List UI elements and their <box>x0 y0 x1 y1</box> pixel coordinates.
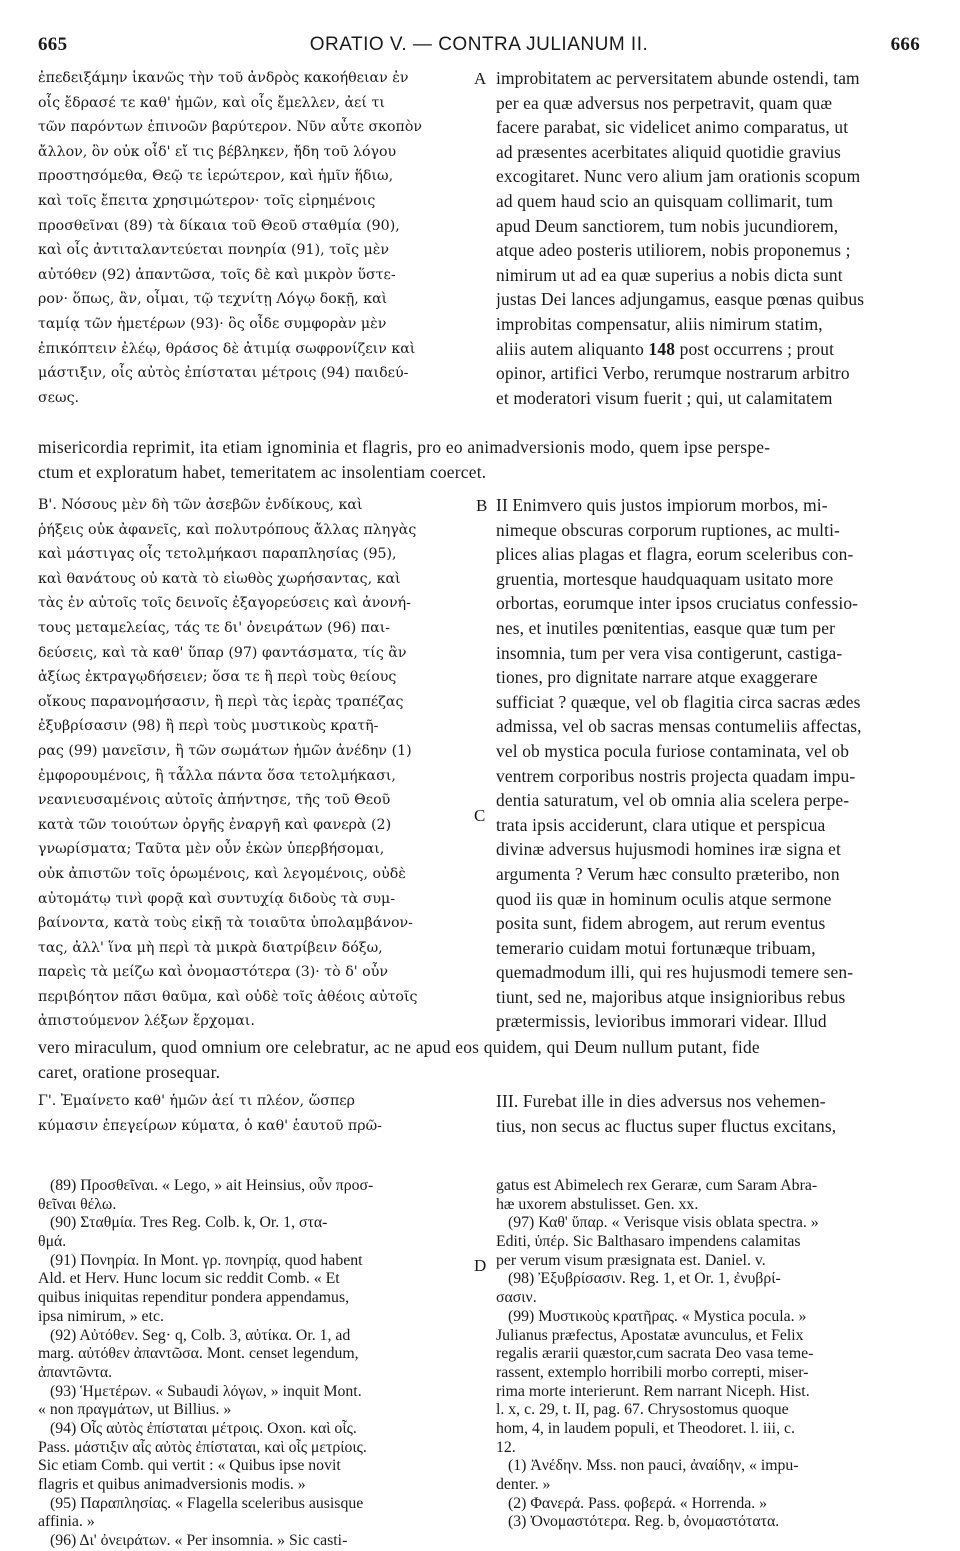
latin-line: admissa, vel ob sacras mensas contumeliis affectas, <box>496 716 862 737</box>
greek-line: αὐτομάτῳ τινὶ φορᾷ καὶ συντυχίᾳ διδοὺς τὰ συμ- <box>38 890 396 907</box>
latin-line: plices alias plagas et flagra, eorum sceleribus con- <box>496 544 854 565</box>
latin-line: improbitas compensatur, aliis nimirum statim, <box>496 313 823 334</box>
full-line: ctum et exploratum habet, temeritatem ac insolentiam coercet. <box>38 461 487 482</box>
latin-line: trata ipsis acciderunt, clara utique et perspicua <box>496 814 826 835</box>
full-line: misericordia reprimit, ita etiam ignominia et flagris, pro eo animadversionis modo, quem ipse perspe- <box>38 437 771 457</box>
latin-line: excogitaret. Nunc vero alium jam orationis scopum <box>496 166 861 187</box>
latin-line: facere parabat, sic videlicet animo comparatus, ut <box>496 117 849 138</box>
latin-line <box>496 337 922 362</box>
greek-line: σεως. <box>38 389 80 406</box>
footnote-line: σασιν. <box>496 1289 537 1307</box>
greek-line: ἀξίως ἐκτραγῳδήσειεν; ὅσα τε ἢ περὶ τοὺς θείους <box>38 669 397 686</box>
footnote-line: affinia. » <box>38 1513 95 1531</box>
latin-line: quod iis quæ in hominum oculis atque sermone <box>496 888 832 909</box>
greek-line: κύμασιν ἐπεγείρων κύματα, ὁ καθ' ἑαυτοῦ πρῶ- <box>38 1117 382 1134</box>
running-header <box>38 34 920 58</box>
greek-line: καὶ τοῖς ἔπειτα χρησιμώτερον· τοῖς εἰρημένοις <box>38 192 376 209</box>
footnote-line: denter. » <box>496 1476 551 1493</box>
footnote-line: regalis ærarii quæstor,cum sacrata Deo vasa teme- <box>496 1345 814 1363</box>
greek-line: περιβόητον πᾶσι θαῦμα, καὶ οὐδὲ τοῖς ἀθέοις αὐτοῖς <box>38 988 418 1005</box>
section1-full-width-text <box>38 435 924 484</box>
latin-line: ventrem corporibus nostris projecta quadam impu- <box>496 765 856 786</box>
footnote-line: hom, 4, in laudem populi, et Theodoret. l. iii, c. <box>496 1419 795 1437</box>
latin-line: posita sunt, fidem abrogem, aut rerum eventus <box>496 913 826 934</box>
latin-line: sufficiat ? quæque, vel ob flagitia circa sacras ædes <box>496 691 861 712</box>
greek-line: γνωρίσματα; Ταῦτα μὲν οὖν ἑκὼν ὑπερβήσομαι, <box>38 841 385 858</box>
greek-line: καὶ θανάτους οὐ κατὰ τὸ εἰωθὸς χωρήσαντας, καὶ <box>38 570 401 587</box>
footnote-line: quibus iniquitas rependitur pondera appendamus, <box>38 1289 350 1307</box>
full-line: caret, oratione prosequar. <box>38 1061 221 1082</box>
latin-line: argumenta ? Verum hæc consulto præteribo, non <box>496 863 840 884</box>
latin-line: temerario cuidam motui fortunæque tribuam, <box>496 937 816 958</box>
greek-line: μάστιξιν, οἷς αὐτὸς ἐπίσταται μέτροις (94) παιδεύ- <box>38 365 409 382</box>
footnotes-left-column <box>38 1177 474 1551</box>
footnote-line: Ald. et Herv. Hunc locum sic reddit Comb. « Et <box>38 1270 340 1288</box>
greek-line: ῥήξεις οὐκ ἀφανεῖς, καὶ πολυτρόπους ἄλλας πληγὰς <box>38 521 417 538</box>
latin-line: per ea quæ adversus nos perpetravit, quam quæ <box>496 92 833 113</box>
greek-line: δεύσεις, καὶ τὰ καθ' ὕπαρ (97) φαντάσματα, τίς ἂν <box>38 644 407 661</box>
section3-latin-column <box>496 1089 922 1138</box>
greek-line: αὐτόθεν (92) ἀπαντῶσα, τοῖς δὲ καὶ μικρὸν ὕστε- <box>38 266 396 283</box>
footnote-line: (99) Μυστικοὺς κρατῆρας. « Mystica pocula. » <box>508 1307 807 1325</box>
footnote-line: ἀπαντῶντα. <box>38 1363 113 1381</box>
footnote-line: (94) Οἷς αὐτὸς ἐπίσταται μέτροις. Oxon. καὶ οἷς. <box>50 1419 357 1437</box>
section1-latin-column <box>496 66 922 410</box>
margin-marker-b: B <box>476 496 488 515</box>
footnote-line: θμά. <box>38 1233 67 1251</box>
latin-line: nes, et inutiles pœnitentias, easque quæ tum per <box>496 617 836 638</box>
margin-marker-a: A <box>474 69 487 88</box>
greek-line: ταμίᾳ τῶν ἡμετέρων (93)· ὃς οἶδε συμφορὰν μὲν <box>38 315 387 332</box>
latin-line: ad præsentes acerbitates aliquid quotidie gravius <box>496 141 841 162</box>
footnote-line: (91) Πονηρία. In Mont. γρ. πονηρίᾳ, quod habent <box>50 1251 363 1269</box>
footnote-line: rassent, extemplo horribili morbo correpti, miser- <box>496 1363 809 1381</box>
greek-line: βαίνοντα, κατὰ τοὺς εἰκῇ τὰ τοιαῦτα ὑπολαμβάνον- <box>38 915 413 932</box>
footnote-line: « non πραγμάτων, ut Billius. » <box>38 1401 232 1419</box>
footnote-line: Julianus præfectus, Apostatæ avunculus, et Felix <box>496 1326 804 1344</box>
footnote-line: (98) Ἐξυβρίσασιν. Reg. 1, et Or. 1, ἐνυβρί- <box>508 1270 781 1288</box>
latin-line: et moderatori visum fuerit ; qui, ut calamitatem <box>496 387 833 408</box>
latin-line: vel ob mystica pocula furiose contaminata, vel ob <box>496 740 850 761</box>
greek-line: ἀπιστούμενον λέξων ἔρχομαι. <box>38 1013 255 1030</box>
footnote-line: ipsa nimirum, » etc. <box>38 1307 164 1325</box>
latin-line: opinor, artifici Verbo, rerumque nostrarum arbitro <box>496 363 850 384</box>
section3-greek-column <box>38 1089 484 1138</box>
footnote-line: rima morte interierunt. Rem narrant Niceph. Hist. <box>496 1382 810 1400</box>
latin-line: tiunt, sed ne, majoribus atque insignioribus rebus <box>496 986 846 1007</box>
latin-line-part: post occurrens ; prout <box>679 338 835 359</box>
footnote-line: per verum visum præsignata est. Daniel. v. <box>496 1251 766 1269</box>
latin-line: divinæ adversus hujusmodi homines iræ signa et <box>496 839 842 860</box>
greek-line: προσθεῖναι (89) τὰ δίκαια τοῦ Θεοῦ σταθμία (90), <box>38 217 400 234</box>
full-line: vero miraculum, quod omnium ore celebratur, ac ne apud eos quidem, qui Deum nullum putant, fide <box>38 1037 760 1057</box>
footnote-line: θεῖναι θέλω. <box>38 1195 117 1213</box>
latin-line: insomnia, tum per vera visa contigerunt, castiga- <box>496 642 843 663</box>
latin-line: tiones, pro dignitate narrare atque exaggerare <box>496 667 818 688</box>
greek-line: ρον· ὅπως, ἂν, οἶμαι, τῷ τεχνίτῃ Λόγῳ δοκῇ, καὶ <box>38 291 388 308</box>
footnote-line: l. x, c. 29, t. II, pag. 67. Chrysostomus quoque <box>496 1401 789 1419</box>
latin-line: improbitatem ac perversitatem abunde ostendi, tam <box>496 68 860 88</box>
greek-line: ἄλλον, ὃν οὐκ οἶδ' εἴ τις βέβληκεν, ἤδη τοῦ λόγου <box>38 143 397 160</box>
greek-line: οἴκους παρανομήσασιν, ἢ περὶ τὰς ἱερὰς τραπέζας <box>38 693 404 710</box>
footnote-line: (92) Αὐτόθεν. Seg· q, Colb. 3, αὐτίκα. Or. 1, ad <box>50 1326 351 1344</box>
footnote-line: (90) Σταθμία. Tres Reg. Colb. k, Or. 1, στα- <box>50 1214 328 1232</box>
latin-line: ad quem haud scio an quisquam collimarit, tum <box>496 190 834 211</box>
latin-line: orbortas, eorumque inter ipsos cruciatus confessio- <box>496 593 859 614</box>
margin-marker-c: C <box>474 806 486 825</box>
latin-line-part: aliis autem aliquanto <box>496 338 645 359</box>
footnote-line: (1) Ἀνέδην. Mss. non pauci, ἀναίδην, « impu- <box>508 1457 799 1475</box>
running-title: ORATIO V. — CONTRA JULIANUM II. <box>309 34 649 55</box>
margin-marker-d: D <box>474 1256 487 1275</box>
footnote-line: Sic etiam Comb. qui vertit : « Quibus ipse novit <box>38 1457 341 1475</box>
latin-line: II Enimvero quis justos impiorum morbos, mi- <box>496 495 828 515</box>
latin-line: gruentia, mortesque haudquaquam usitato more <box>496 568 834 589</box>
page-number-left: 665 <box>38 34 68 55</box>
greek-line: καὶ οἷς ἀντιταλαντεύεται πονηρία (91), τοῖς μὲν <box>38 242 389 259</box>
greek-line: προστησόμεθα, Θεῷ τε ἱερώτερον, καὶ ἡμῖν ἥδιω, <box>38 168 394 185</box>
latin-line: tius, non secus ac fluctus super fluctus excitans, <box>496 1115 837 1136</box>
greek-line: Γ'. Ἐμαίνετο καθ' ἡμῶν ἀεί τι πλέον, ὥσπερ <box>38 1093 355 1109</box>
greek-line: ρας (99) μανεῖσιν, ἢ τῶν σωμάτων ἡμῶν ἀνέδην (1) <box>38 742 412 759</box>
greek-line: ἐξυβρίσασιν (98) ἢ περὶ τοὺς μυστικοὺς κρατῆ- <box>38 718 379 735</box>
footnote-line: marg. αὐτόθεν ἀπαντῶσα. Mont. censet legendum, <box>38 1345 359 1363</box>
latin-line: III. Furebat ille in dies adversus nos vehemen- <box>496 1091 826 1111</box>
footnote-line: gatus est Abimelech rex Geraræ, cum Saram Abra- <box>496 1177 818 1194</box>
latin-line: atque adeo posteris utiliorem, nobis proponemus ; <box>496 240 851 261</box>
footnote-line: (3) Ὀνομαστότερα. Reg. b, ὀνομαστότατα. <box>508 1513 780 1531</box>
page-number-right: 666 <box>890 34 920 55</box>
footnote-line: hæ uxorem abstulisset. Gen. xx. <box>496 1195 699 1213</box>
greek-line: τας, ἀλλ' ἵνα μὴ περὶ τὰ μικρὰ διατρίβειν δόξω, <box>38 939 383 956</box>
latin-line: apud Deum sanctiorem, tum nobis jucundiorem, <box>496 215 839 236</box>
footnote-line: (95) Παραπλησίας. « Flagella sceleribus ausisque <box>50 1494 364 1512</box>
section2-latin-column <box>496 493 922 1034</box>
footnotes-right-column <box>496 1177 924 1532</box>
greek-line: νεανιευσαμένοις αὐτοῖς ἀπήντησε, τῆς τοῦ Θεοῦ <box>38 792 391 809</box>
latin-line: nimirum ut ad ea quæ superius a nobis dicta sunt <box>496 264 843 285</box>
section1-greek-column <box>38 66 487 410</box>
footnote-line: flagris et quibus animadversionis modis. » <box>38 1476 306 1493</box>
section2-greek-column <box>38 493 484 1034</box>
greek-line: τῶν παρόντων ἐπινοῶν βαρύτερον. Νῦν αὖτε σκοπὸν <box>38 119 423 136</box>
latin-line: dentia saturatum, vel ob omnia alia scelera perpe- <box>496 790 850 811</box>
greek-line: ἐπεδειξάμην ἱκανῶς τὴν τοῦ ἀνδρὸς κακοήθειαν ἐν <box>38 70 409 86</box>
latin-line: quemadmodum illi, qui res hujusmodi temere sen- <box>496 962 854 983</box>
greek-line: τους μεταμελείας, τάς τε δι' ὀνειράτων (96) παι- <box>38 619 391 636</box>
footnote-line: (96) Δι' ὀνειράτων. « Per insomnia. » Sic casti- <box>50 1532 348 1550</box>
footnote-line: Pass. μάστιξιν αἷς αὐτὸς ἐπίσταται, καὶ οἷς μετρίοις. <box>38 1438 367 1456</box>
greek-line: ἐμφορουμένοις, ἢ τἆλλα πάντα ὅσα τετολμήκασι, <box>38 767 396 784</box>
greek-line: τὰς ἐν αὐτοῖς τοῖς δεινοῖς ἐξαγορεύσεις καὶ ἀνονή- <box>38 595 411 612</box>
greek-line: ἐπικόπτειν ἐλέῳ, θράσος δὲ ἀτιμίᾳ σωφρονίζειν καὶ <box>38 340 416 357</box>
latin-line: justas Dei lances adjungamus, easque pœnas quibus <box>496 289 865 310</box>
greek-line: Β'. Νόσους μὲν δὴ τῶν ἀσεβῶν ἐνδίκους, καὶ <box>38 497 363 513</box>
greek-line: οὐκ ἀπιστῶν τοῖς ὁρωμένοις, καὶ λεγομένοις, οὐδὲ <box>38 865 406 882</box>
footnote-line: (97) Καθ' ὕπαρ. « Verisque visis oblata spectra. » <box>508 1214 819 1232</box>
greek-line: οἷς ἔδρασέ τε καθ' ἡμῶν, καὶ οἷς ἔμελλεν, ἀεί τι <box>38 94 385 111</box>
footnote-line: (89) Προσθεῖναι. « Lego, » ait Heinsius, οὖν προσ- <box>50 1177 374 1194</box>
greek-line: κατὰ τῶν τοιούτων ὀργῆς ἐναργῆ καὶ φανερὰ (2) <box>38 816 392 833</box>
footnote-line: (93) Ἡμετέρων. « Subaudi λόγων, » inquit Mont. <box>50 1382 362 1400</box>
page-reference-number: 148 <box>648 338 676 359</box>
footnote-line: Editi, ὑπέρ. Sic Balthasaro impendens calamitas <box>496 1233 801 1251</box>
greek-line: παρεὶς τὰ μείζω καὶ ὀνομαστότερα (3)· τὸ δ' οὖν <box>38 964 388 981</box>
latin-line: nimeque obscuras corporum ruptiones, ac multi- <box>496 519 840 540</box>
latin-line: prætermissis, levioribus immorari videar. Illud <box>496 1011 827 1032</box>
footnote-line: (2) Φανερά. Pass. φοβερά. « Horrenda. » <box>508 1494 768 1512</box>
section2-full-width-text <box>38 1035 924 1084</box>
greek-line: καὶ μάστιγας οἷς τετολμήκασι παραπλησίας (95), <box>38 546 397 563</box>
footnote-line: 12. <box>496 1438 516 1456</box>
